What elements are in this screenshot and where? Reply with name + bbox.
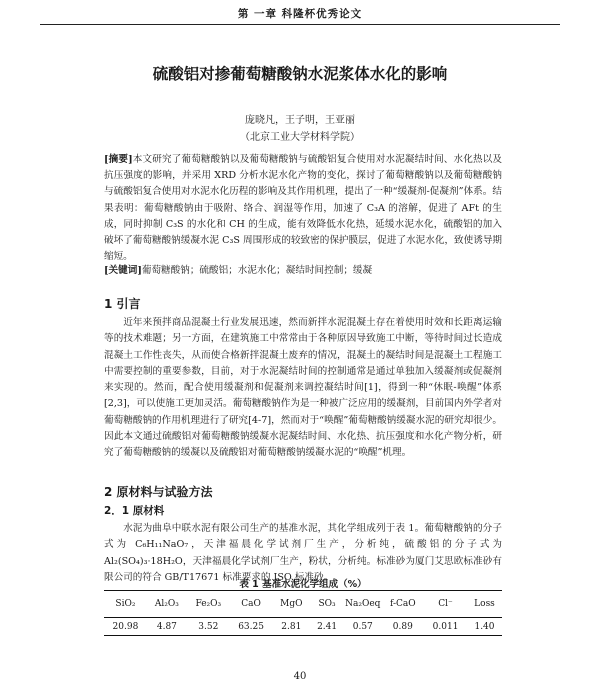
table-cell: 1.40 (474, 621, 495, 632)
abstract (104, 152, 502, 265)
header-rule (40, 24, 560, 25)
table-header-cell: SO₃ (318, 599, 336, 609)
abstract-text: 本文研究了葡萄糖酸钠以及葡萄糖酸钠与硫酸铝复合使用对水泥凝结时间、水化热以及抗压强度的影响，并采用 XRD 分析水泥水化产物的变化，探讨了葡萄糖酸钠以及葡萄糖酸钠与硫酸铝复合使用对水泥水化历程的影响及其作用机理，提出了一种“缓凝剂-促凝剂”体系。结果表明：葡萄糖酸钠由于吸附、络合、润湿等作用，加速了 C₃A 的溶解，促进了 AFt 的生成，同时抑制 C₃S 的水化和 CH 的生成，能有效降低水化热，延缓水泥水化，硫酸铝的加入破坏了葡萄糖酸钠缓凝水泥 C₃S 周围形成的较致密的保护膜层，促进了水泥水化，致使诱导期缩短。 (104, 154, 503, 263)
table-1-caption: 表 1 基准水泥化学组成（%） (239, 579, 367, 590)
table-cell: 2.81 (281, 621, 302, 632)
table-header-cell: f-CaO (389, 599, 416, 609)
table-header-cell: Na₂Oeq (345, 599, 381, 609)
abstract-label: [摘要] (104, 154, 133, 165)
keywords (104, 263, 502, 279)
table-header-cell: CaO (241, 599, 261, 609)
running-head: 第 一章 科隆杯优秀论文 (237, 8, 363, 20)
table-header-cell: Cl⁻ (438, 599, 453, 609)
section-2-1-heading: 2．1 原材料 (104, 505, 165, 517)
table-cell: 20.98 (112, 621, 139, 632)
section-2-1-paragraph: 水泥为曲阜中联水泥有限公司生产的基准水泥，其化学组成列于表 1。葡萄糖酸钠的分子式为 C₆H₁₁NaO₇，天津福晨化学试剂厂生产，分析纯，硫酸铝的分子式为 Al₂(SO₄)₃·18H₂O，天津福晨化学试剂厂生产，粉状，分析纯。标准砂为厦门艾思欧标准砂有限公司的符合 GB/T17671 标准要求的 ISO 标准砂。 (104, 523, 502, 583)
table-header-cell: SiO₂ (115, 599, 136, 609)
table-cell: 2.41 (317, 621, 338, 632)
section-1-heading: 1 引言 (104, 297, 141, 311)
table-header-cell: MgO (280, 599, 303, 609)
table-header-cell: Loss (474, 599, 495, 609)
table-header-cell: Fe₂O₃ (195, 599, 222, 609)
authors: 庞晓凡，王子明，王亚丽 (245, 115, 355, 126)
keywords-text: 葡萄糖酸钠；硫酸铝；水泥水化；凝结时间控制；缓凝 (141, 265, 373, 276)
page-number: 40 (293, 671, 307, 682)
paper-title: 硫酸铝对掺葡萄糖酸钠水泥浆体水化的影响 (152, 65, 448, 83)
table-row (104, 618, 502, 636)
table-1 (104, 590, 502, 636)
section-1-paragraph: 近年来预拌商品混凝土行业发展迅速，然而新拌水泥混凝土存在着使用时效和长距离运输等的技术难题；另一方面，在建筑施工中常常由于各种原因导致施工中断，等待时间过长造成混凝土工作性丧失，从而使合格新拌混凝土废弃的情况，混凝土的凝结时间是混凝土工程施工中需要控制的重要参数，目前，对于水泥凝结时间的控制通常是通过单独加入缓凝剂或促凝剂来实现的。然而，配合使用缓凝剂和促凝剂来调控凝结时间[1]，得到一种“休眠-唤醒”体系[2,3]，可以使施工更加灵活。葡萄糖酸钠作为是一种被广泛应用的缓凝剂，目前国内外学者对葡萄糖酸钠的作用机理进行了研究[4-7]，然而对于“唤醒”葡萄糖酸钠缓凝水泥的研究却很少。因此本文通过硫酸铝对葡萄糖酸钠缓凝水泥凝结时间、水化热、抗压强度和水化产物分析，研究了葡萄糖酸钠的缓凝以及硫酸铝对葡萄糖酸钠缓凝水泥的“唤醒”机理。 (104, 317, 502, 459)
table-cell: 3.52 (198, 621, 219, 632)
section-2-heading: 2 原材料与试验方法 (104, 485, 213, 499)
table-cell: 0.89 (392, 621, 413, 632)
table-cell: 4.87 (156, 621, 177, 632)
table-header-cell: Al₂O₃ (154, 599, 179, 609)
affiliation: （北京工业大学材料学院） (240, 132, 360, 143)
table-cell: 63.25 (238, 621, 264, 632)
table-cell: 0.57 (352, 621, 373, 632)
table-cell: 0.011 (432, 621, 459, 632)
keywords-label: [关键词] (104, 265, 142, 276)
table-header-row (104, 591, 502, 618)
